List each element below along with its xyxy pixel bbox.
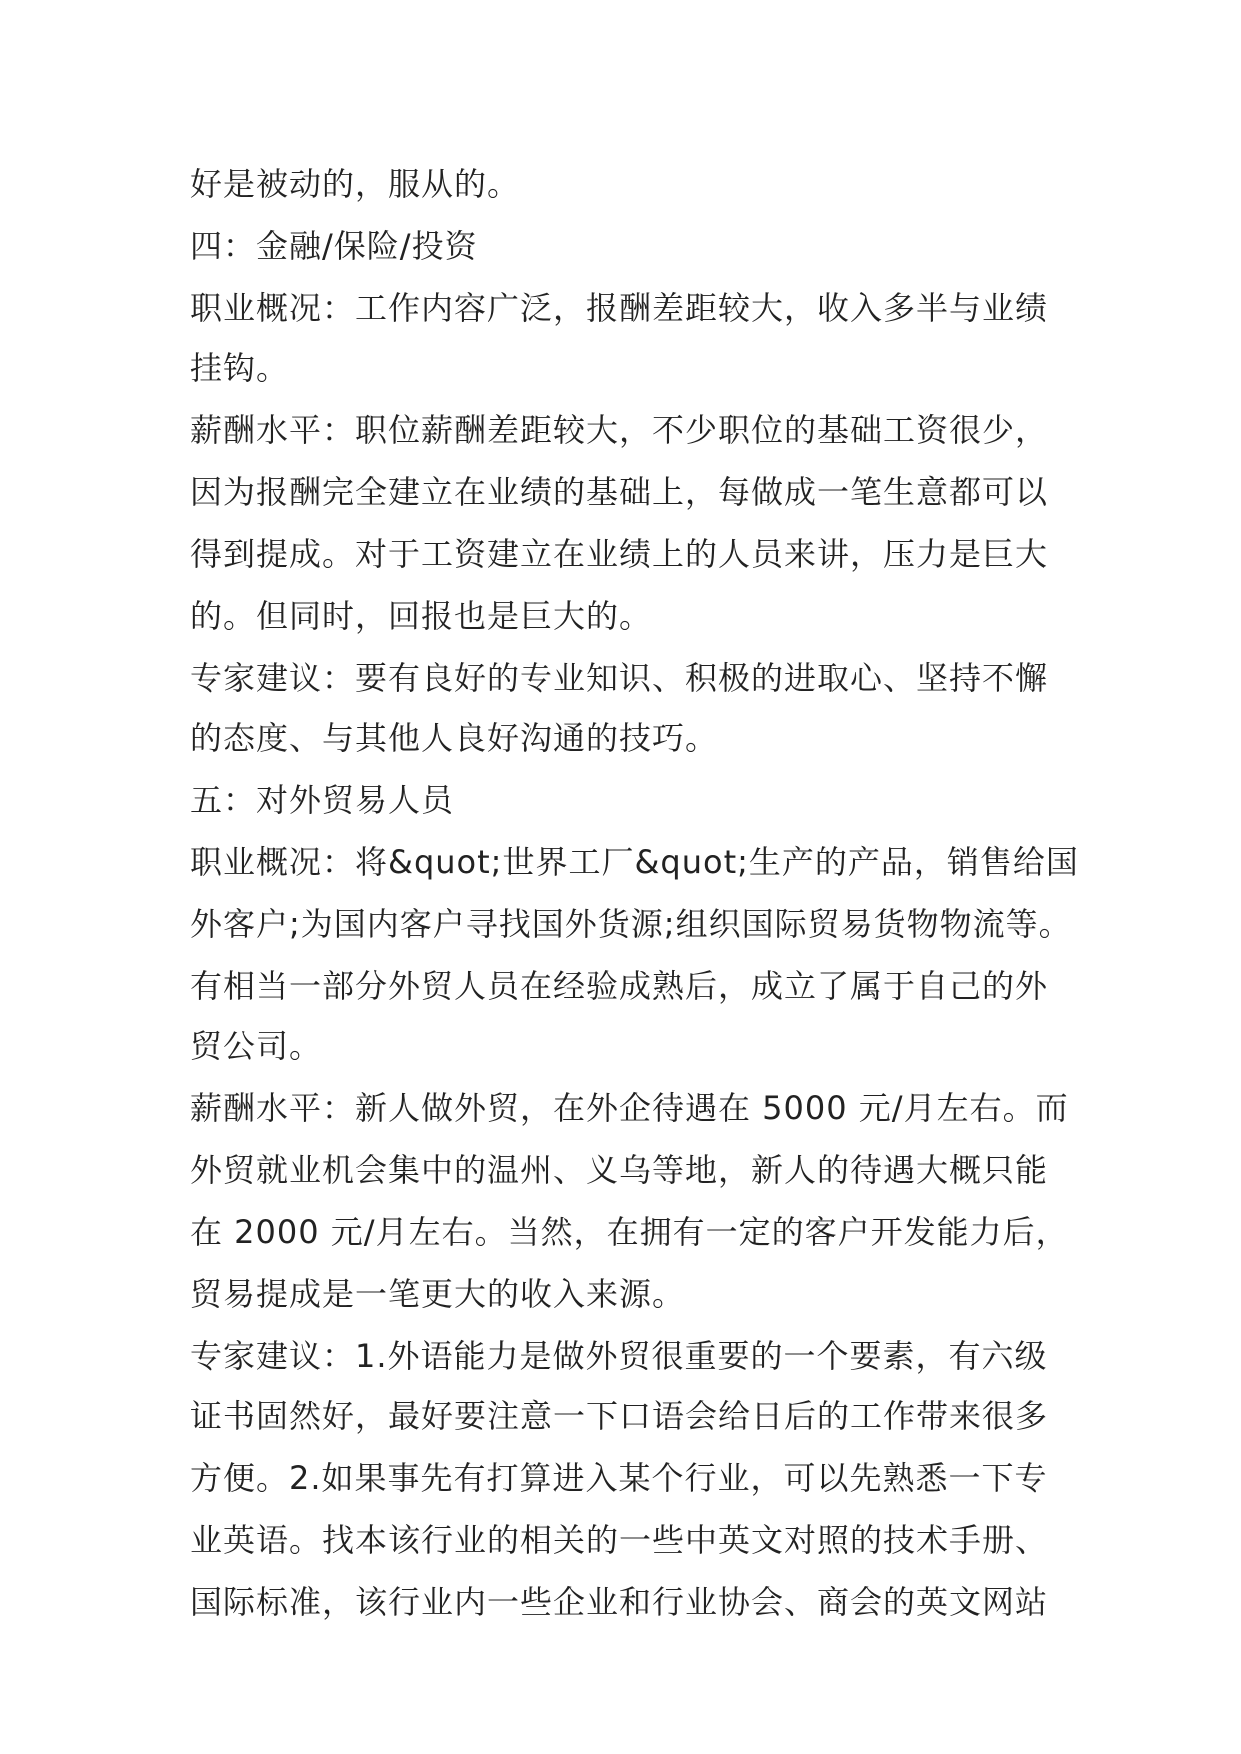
text-line: 的。但同时，回报也是巨大的。: [190, 597, 653, 635]
text-line: 因为报酬完全建立在业绩的基础上，每做成一笔生意都可以: [190, 473, 1049, 511]
text-line: 挂钩。: [190, 349, 290, 387]
text-line: 方便。2.如果事先有打算进入某个行业，可以先熟悉一下专: [190, 1459, 1048, 1497]
text-line: 专家建议：1.外语能力是做外贸很重要的一个要素，有六级: [190, 1337, 1048, 1375]
text-line: 证书固然好，最好要注意一下口语会给日后的工作带来很多: [190, 1397, 1049, 1435]
text-line: 职业概况：将&quot;世界工厂&quot;生产的产品，销售给国: [190, 843, 1079, 881]
section-heading: 五：对外贸易人员: [190, 781, 455, 819]
text-line: 贸公司。: [190, 1027, 323, 1065]
text-line: 国际标准，该行业内一些企业和行业协会、商会的英文网站: [190, 1583, 1049, 1621]
text-line: 有相当一部分外贸人员在经验成熟后，成立了属于自己的外: [190, 967, 1049, 1005]
text-line: 贸易提成是一笔更大的收入来源。: [190, 1275, 686, 1313]
text-line: 薪酬水平：新人做外贸，在外企待遇在 5000 元/月左右。而: [190, 1089, 1069, 1127]
text-line: 外贸就业机会集中的温州、义乌等地，新人的待遇大概只能: [190, 1151, 1049, 1189]
text-line: 得到提成。对于工资建立在业绩上的人员来讲，压力是巨大: [190, 535, 1049, 573]
section-heading: 四：金融/保险/投资: [190, 227, 478, 265]
text-line: 外客户;为国内客户寻找国外货源;组织国际贸易货物物流等。: [190, 905, 1072, 943]
text-line: 专家建议：要有良好的专业知识、积极的进取心、坚持不懈: [190, 659, 1049, 697]
text-line: 职业概况：工作内容广泛，报酬差距较大，收入多半与业绩: [190, 289, 1049, 327]
text-line: 在 2000 元/月左右。当然，在拥有一定的客户开发能力后，: [190, 1213, 1069, 1251]
text-line: 业英语。找本该行业的相关的一些中英文对照的技术手册、: [190, 1521, 1049, 1559]
text-line: 的态度、与其他人良好沟通的技巧。: [190, 719, 719, 757]
text-line: 好是被动的，服从的。: [190, 165, 521, 203]
text-line: 薪酬水平：职位薪酬差距较大，不少职位的基础工资很少，: [190, 411, 1049, 449]
